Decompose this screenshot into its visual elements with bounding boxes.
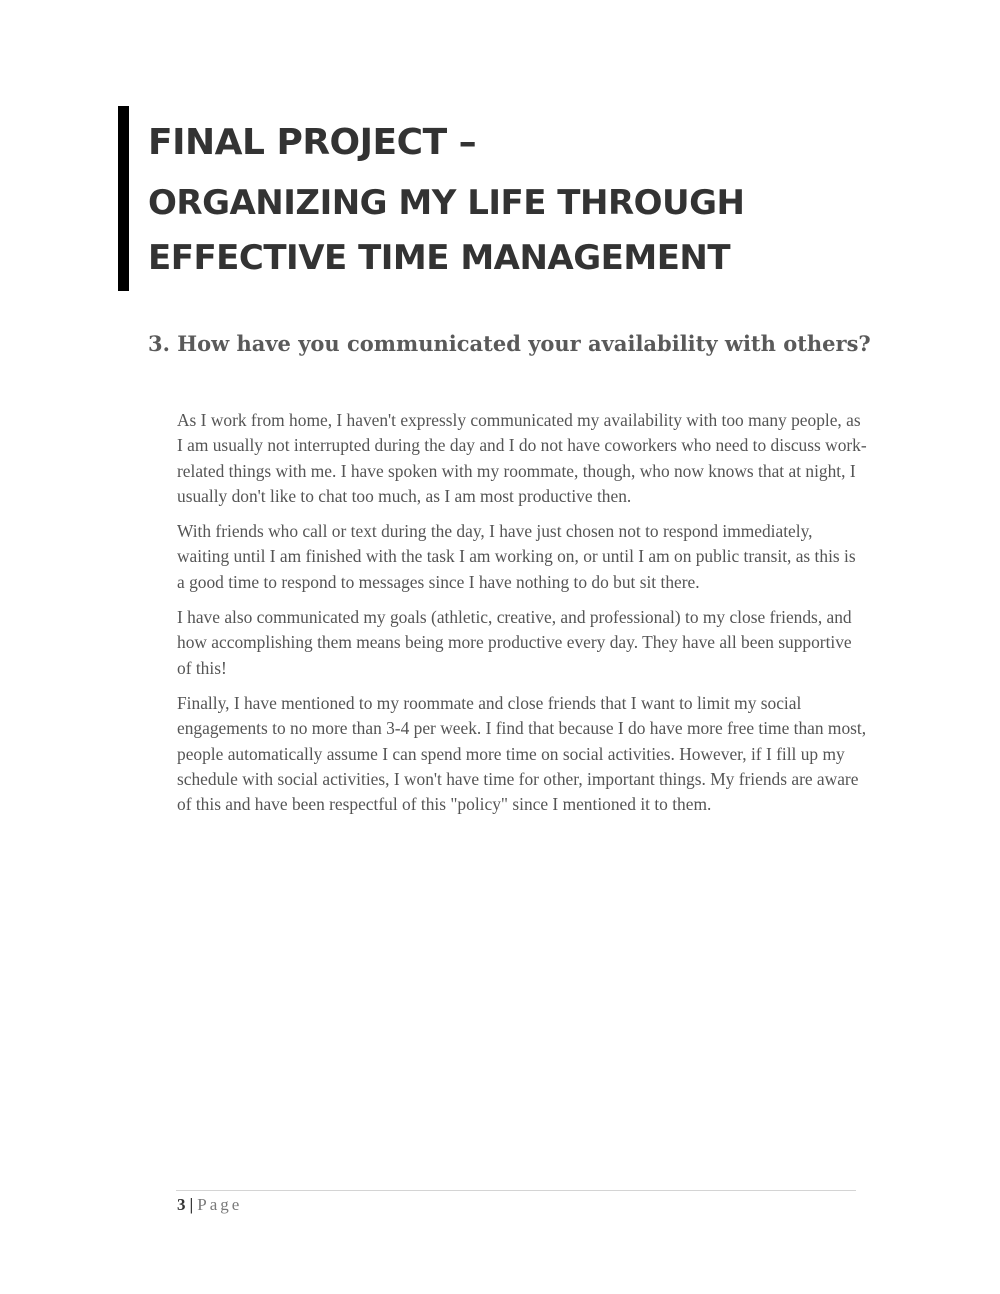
page-footer [177, 1195, 242, 1215]
title-line-1: FINAL PROJECT – [148, 122, 477, 163]
page-separator: | [189, 1195, 194, 1214]
footer-divider [176, 1190, 856, 1191]
title-line-2: ORGANIZING MY LIFE THROUGH [148, 183, 745, 223]
page-number: 3 [177, 1195, 186, 1214]
paragraph: I have also communicated my goals (athletic, creative, and professional) to my close friends, and how accomplishing them means being more productive every day. They have all been supportive of this! [177, 607, 852, 678]
title-accent-bar [118, 106, 129, 291]
paragraph: Finally, I have mentioned to my roommate and close friends that I want to limit my social engagements to no more than 3-4 per week. I find that because I do have more free time than most, people automatically assume I can spend more time on social activities. However, if I fill up my schedule with social activities, I won't have time for other, important things. My friends are aware of this and have been respectful of this "policy" since I mentioned it to them. [177, 692, 867, 815]
title-line-3: EFFECTIVE TIME MANAGEMENT [148, 238, 731, 278]
answer-body [177, 408, 867, 827]
question-heading: 3. How have you communicated your availability with others? [148, 331, 871, 356]
page-label: Page [197, 1195, 243, 1214]
paragraph: With friends who call or text during the day, I have just chosen not to respond immediately, waiting until I am finished with the task I am working on, or until I am on public transit, as this is a good time to respond to messages since I have nothing to do but sit there. [177, 521, 856, 592]
paragraph: As I work from home, I haven't expressly communicated my availability with too many people, as I am usually not interrupted during the day and I do not have coworkers who need to discuss work-related things with me. I have spoken with my roommate, though, who now knows that at night, I usually don't like to chat too much, as I am most productive then. [177, 410, 867, 506]
title-block [118, 106, 878, 291]
